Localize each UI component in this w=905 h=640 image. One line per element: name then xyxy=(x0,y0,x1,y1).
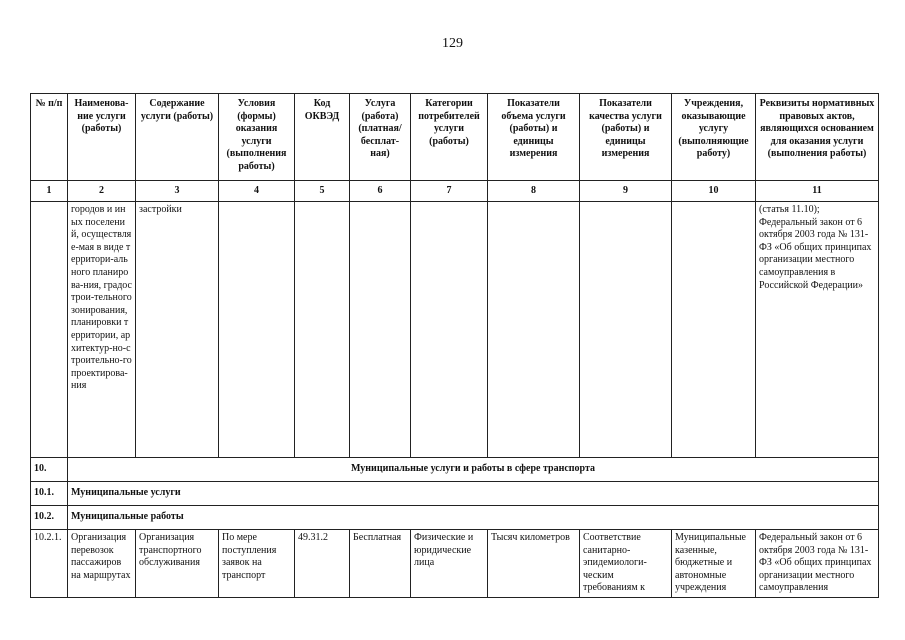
empty-cell xyxy=(672,202,756,458)
empty-cell xyxy=(219,202,295,458)
column-number: 9 xyxy=(580,181,672,202)
column-number: 3 xyxy=(136,181,219,202)
table-header-row xyxy=(31,94,879,181)
column-number: 10 xyxy=(672,181,756,202)
header-cell: Наименова-ние услуги (работы) xyxy=(68,94,136,181)
column-number: 8 xyxy=(488,181,580,202)
service-content-cell: застройки xyxy=(136,202,219,458)
subsection-number: 10.2. xyxy=(31,506,68,530)
services-register-table xyxy=(30,93,879,598)
subsection-row xyxy=(31,482,879,506)
empty-cell xyxy=(411,202,488,458)
legal-basis-cell: Федеральный закон от 6 октября 2003 года № 131-ФЗ «Об общих принципах организации местного самоуправления xyxy=(756,530,879,598)
column-number-row xyxy=(31,181,879,202)
column-number: 2 xyxy=(68,181,136,202)
column-number: 11 xyxy=(756,181,879,202)
volume-indicators-cell: Тысяч километров xyxy=(488,530,580,598)
header-cell: Условия (формы) оказания услуги (выполнения работы) xyxy=(219,94,295,181)
empty-cell xyxy=(580,202,672,458)
header-cell: Показатели объема услуги (работы) и единицы измерения xyxy=(488,94,580,181)
header-cell: Реквизиты нормативных правовых актов, являющихся основанием для оказания услуги (выполнения работы) xyxy=(756,94,879,181)
service-name-cell: городов и иных поселений, осуществляе-мая в виде территори-ального планирова-ния, градострои-тельного зонирования, планировки территории, архитектур-но-строительно-го проектирова-ния xyxy=(68,202,136,458)
header-cell: Код ОКВЭД xyxy=(295,94,350,181)
empty-cell xyxy=(350,202,411,458)
header-cell: Содержание услуги (работы) xyxy=(136,94,219,181)
service-content-cell: Организация транспортного обслуживания xyxy=(136,530,219,598)
header-cell: № п/п xyxy=(31,94,68,181)
header-cell: Категории потребителей услуги (работы) xyxy=(411,94,488,181)
table-row xyxy=(31,202,879,458)
subsection-title: Муниципальные работы xyxy=(68,506,879,530)
section-title: Муниципальные услуги и работы в сфере транспорта xyxy=(68,458,879,482)
section-number: 10. xyxy=(31,458,68,482)
subsection-title: Муниципальные услуги xyxy=(68,482,879,506)
quality-indicators-cell: Соответствие санитарно-эпидемиологи-ческим требованиям к xyxy=(580,530,672,598)
header-cell: Услуга (работа) (платная/ бесплат-ная) xyxy=(350,94,411,181)
institutions-cell: Муниципальные казенные, бюджетные и автономные учреждения xyxy=(672,530,756,598)
paid-status-cell: Бесплатная xyxy=(350,530,411,598)
column-number: 4 xyxy=(219,181,295,202)
legal-basis-cell: (статья 11.10); Федеральный закон от 6 октября 2003 года № 131-ФЗ «Об общих принципах организации местного самоуправления в Российской Федерации» xyxy=(756,202,879,458)
column-number: 7 xyxy=(411,181,488,202)
page-number: 129 xyxy=(442,36,463,51)
column-number: 6 xyxy=(350,181,411,202)
consumers-cell: Физические и юридические лица xyxy=(411,530,488,598)
subsection-number: 10.1. xyxy=(31,482,68,506)
subsection-row xyxy=(31,506,879,530)
row-number-cell xyxy=(31,202,68,458)
section-row xyxy=(31,458,879,482)
empty-cell xyxy=(295,202,350,458)
column-number: 5 xyxy=(295,181,350,202)
column-number: 1 xyxy=(31,181,68,202)
row-number-cell: 10.2.1. xyxy=(31,530,68,598)
header-cell: Учреждения, оказывающие услугу (выполняющие работу) xyxy=(672,94,756,181)
header-cell: Показатели качества услуги (работы) и единицы измерения xyxy=(580,94,672,181)
okved-code-cell: 49.31.2 xyxy=(295,530,350,598)
conditions-cell: По мере поступления заявок на транспорт xyxy=(219,530,295,598)
service-name-cell: Организация перевозок пассажиров на маршрутах xyxy=(68,530,136,598)
table-row xyxy=(31,530,879,598)
empty-cell xyxy=(488,202,580,458)
